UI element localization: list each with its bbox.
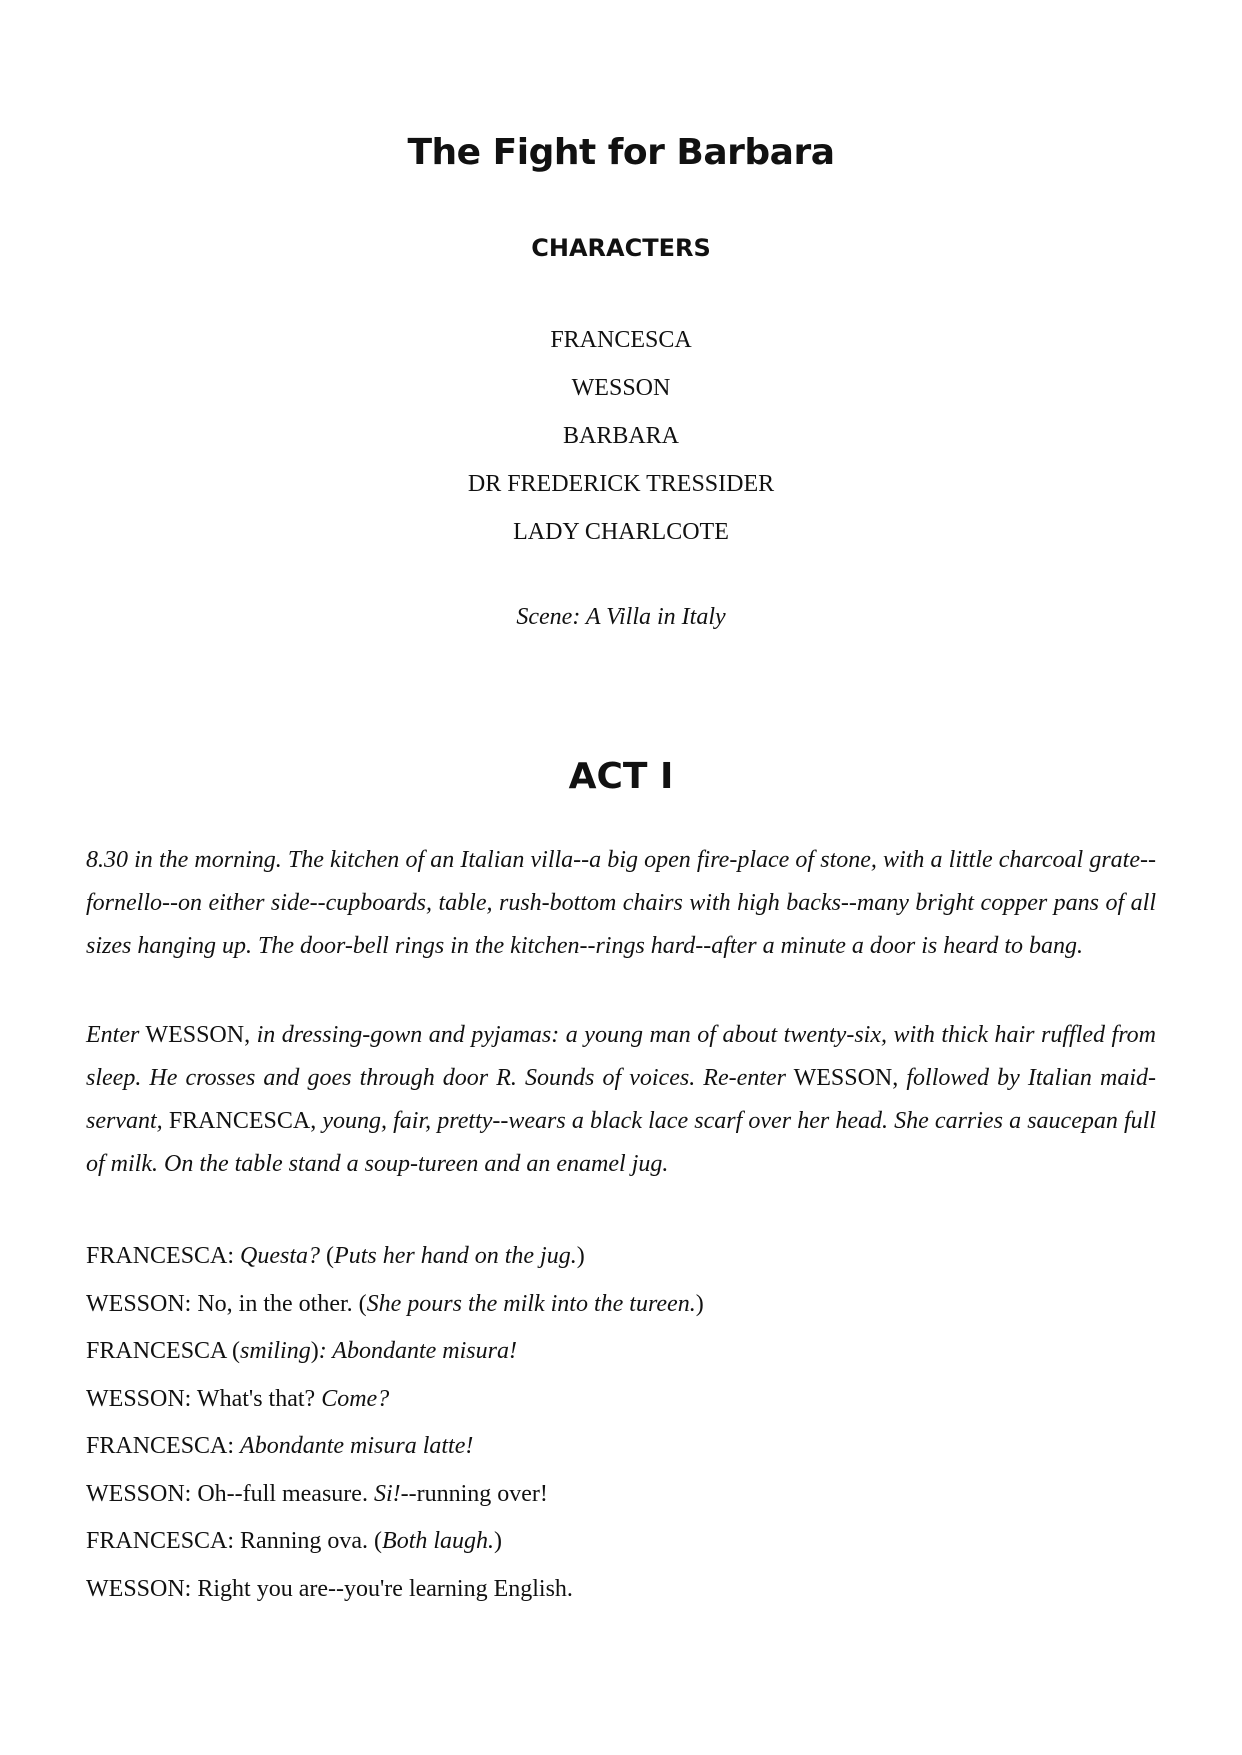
spoken-text: Questa? (240, 1243, 321, 1269)
punctuation: ) (494, 1528, 503, 1554)
punctuation: ) (695, 1290, 704, 1317)
punctuation: ) (576, 1243, 585, 1269)
spoken-text: Ranning ova. ( (240, 1528, 383, 1554)
character-name: WESSON, (793, 1065, 899, 1091)
speaker-name: FRANCESCA: (86, 1243, 235, 1269)
stage-text: in dressing-gown and pyjamas: a young man of about twenty-six, with thick hair ruffled from sleep. He crosses and goes through door R. Sounds of voices. Re-enter (86, 1022, 1156, 1091)
dialogue-line (86, 1284, 1156, 1332)
spoken-text: --running over! (400, 1480, 548, 1507)
dialogue-line (86, 1474, 1156, 1522)
characters-heading: CHARACTERS (531, 234, 711, 262)
speaker-name: FRANCESCA: (86, 1528, 235, 1554)
act-heading: ACT I (568, 756, 674, 797)
stage-direction (86, 1014, 1156, 1186)
stage-aside: Puts her hand on the jug. (334, 1243, 577, 1269)
speaker-name: FRANCESCA ( (86, 1338, 241, 1364)
dialogue-line (86, 1331, 1156, 1379)
scene-setting: Scene: A Villa in Italy (516, 604, 726, 630)
spoken-text: Come? (321, 1385, 390, 1412)
speaker-name: WESSON: (86, 1385, 192, 1412)
spoken-text: Si! (373, 1480, 401, 1507)
speaker-name: WESSON: (86, 1480, 192, 1507)
play-title: The Fight for Barbara (407, 132, 835, 173)
dialogue-line (86, 1521, 1156, 1569)
character-item: BARBARA (562, 423, 680, 449)
stage-text: followed by Italian maid-servant, (86, 1065, 1156, 1134)
stage-text: young, fair, pretty--wears a black lace scarf over her head. She carries a saucepan full of milk. On the table stand a soup-tureen and an enamel jug. (86, 1108, 1157, 1177)
punctuation: ) (310, 1338, 319, 1364)
character-item: LADY CHARLCOTE (513, 519, 729, 545)
dialogue-line (86, 1426, 1156, 1474)
stage-text: Enter (86, 1022, 140, 1048)
character-list (0, 320, 1242, 560)
spoken-text: No, in the other. ( (197, 1290, 367, 1317)
spoken-text: What's that? (196, 1385, 316, 1412)
character-item: DR FREDERICK TRESSIDER (467, 471, 775, 497)
punctuation: ( (326, 1243, 335, 1269)
dialogue-line (86, 1569, 1156, 1617)
spoken-text: Right you are--you're learning English. (197, 1575, 573, 1602)
stage-aside: She pours the milk into the tureen. (366, 1290, 696, 1317)
speaker-name: WESSON: (86, 1575, 192, 1602)
character-name: FRANCESCA, (168, 1108, 317, 1134)
spoken-text: Oh--full measure. (197, 1480, 368, 1507)
dialogue-line (86, 1236, 1156, 1284)
speaker-name: FRANCESCA: (86, 1433, 235, 1459)
stage-aside: smiling (240, 1338, 311, 1364)
character-name: WESSON, (145, 1022, 251, 1048)
character-item: FRANCESCA (550, 327, 692, 353)
stage-aside: Both laugh. (382, 1528, 495, 1554)
spoken-text: Abondante misura latte! (240, 1433, 474, 1459)
dialogue-list (86, 1236, 1156, 1616)
stage-direction: 8.30 in the morning. The kitchen of an Italian villa--a big open fire-place of stone, with a little charcoal grate--fornello--on either side--cupboards, table, rush-bottom chairs with high backs--many bright copper pans of all sizes hanging up. The door-bell rings in the kitchen--rings hard--after a minute a door is heard to bang. (86, 847, 1156, 959)
character-item: WESSON (571, 375, 671, 401)
speaker-name: WESSON: (86, 1290, 192, 1317)
dialogue-line (86, 1379, 1156, 1427)
spoken-text: : Abondante misura! (318, 1338, 517, 1364)
